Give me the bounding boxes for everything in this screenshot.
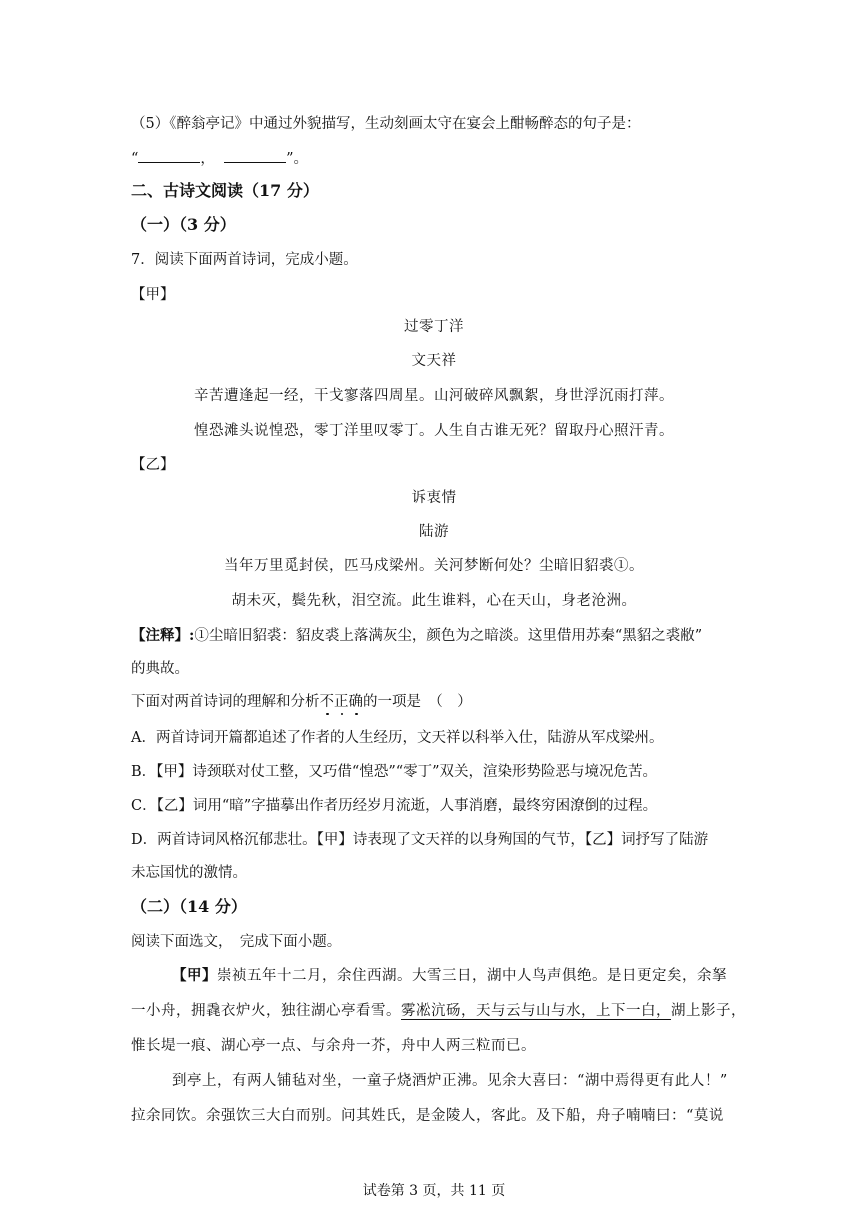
reading-p1-line-2 [131, 1001, 746, 1021]
reading-p1-text-2b: 湖上影子， [671, 1003, 746, 1019]
section-2-title: 二、古诗文阅读（17 分） [131, 181, 319, 200]
reading-p1-line-1 [172, 966, 727, 986]
part-2-title: （二）（14 分） [131, 897, 247, 916]
reading-p1-text-1: 崇祯五年十二月，余住西湖。大雪三日，湖中人鸟声俱绝。是日更定矣，余拏 [217, 968, 727, 984]
reading-p2-line-2: 拉余同饮。余强饮三大白而别。问其姓氏，是金陵人，客此。及下船，舟子喃喃曰：“莫说 [131, 1108, 724, 1124]
option-b: B．【甲】诗颈联对仗工整，又巧借“惶恐”“零丁”双关，渲染形势险恶与境况危苦。 [131, 764, 658, 780]
question-5-text: （5）《醉翁亭记》中通过外貌描写，生动刻画太守在宴会上酣畅醉态的句子是： [131, 116, 641, 132]
emphasis-char-3: 确 [348, 694, 363, 710]
poem-yi-line-2: 胡未灭，鬓先秋，泪空流。此生谁料，心在天山，身老沧洲。 [231, 593, 637, 609]
option-d-line-1: D．两首诗词风格沉郁悲壮。【甲】诗表现了文天祥的以身殉国的气节，【乙】词抒写了陆游 [131, 832, 709, 848]
note-text-1: ①尘暗旧貂裘：貂皮裘上落满灰尘，颜色为之暗淡。这里借用苏秦“黑貂之裘敝” [194, 628, 703, 644]
note-line-2: 的典故。 [131, 661, 189, 677]
poem-jia-title: 过零丁洋 [404, 319, 464, 335]
note-line-1 [131, 626, 702, 646]
poem-yi-line-1: 当年万里觅封侯，匹马戍梁州。关河梦断何处？尘暗旧貂裘①。 [224, 558, 644, 574]
question-5-answer-blanks [131, 148, 308, 169]
reading-intro: 阅读下面选文， 完成下面小题。 [131, 934, 342, 950]
poem-yi-author: 陆游 [419, 524, 449, 540]
question-stem [131, 692, 472, 712]
question-stem-prefix: 下面对两首诗词的理解和分析 [131, 694, 320, 710]
emphasis-char-1: 不 [319, 694, 334, 710]
answer-blank-2 [224, 148, 286, 163]
reading-p2-line-1: 到亭上，有两人铺毡对坐，一童子烧酒炉正沸。见余大喜曰：“湖中焉得更有此人！” [172, 1073, 728, 1089]
answer-blank-1 [138, 148, 200, 163]
underlined-sentence: 雾凇沆砀，天与云与山与水，上下一白， [401, 1003, 671, 1019]
reading-p1-line-3: 惟长堤一痕、湖心亭一点、与余舟一芥，舟中人两三粒而已。 [131, 1038, 536, 1054]
page-footer: 试卷第 3 页，共 11 页 [362, 1183, 506, 1199]
reading-label: 【甲】 [172, 967, 217, 984]
note-label: 【注释】: [131, 627, 195, 644]
option-d-line-2: 未忘国忧的激情。 [131, 865, 247, 881]
open-quote: “ [131, 151, 139, 167]
option-c: C．【乙】词用“暗”字描摹出作者历经岁月流逝，人事消磨，最终穷困潦倒的过程。 [131, 798, 658, 814]
comma: ， [200, 151, 215, 167]
poem-jia-line-1: 辛苦遭逢起一经，干戈寥落四周星。山河破碎风飘絮，身世浮沉雨打萍。 [194, 388, 674, 404]
close-quote: ”。 [286, 151, 309, 167]
part-1-title: （一）（3 分） [131, 215, 236, 234]
poem-yi-title: 诉衷情 [411, 490, 457, 506]
question-stem-suffix: 的一项是 （ ） [363, 694, 472, 710]
reading-p1-text-2a: 一小舟，拥毳衣炉火，独往湖心亭看雪。 [131, 1003, 401, 1019]
emphasis-char-2: 正 [334, 694, 349, 710]
poem-jia-line-2: 惶恐滩头说惶恐，零丁洋里叹零丁。人生自古谁无死？留取丹心照汗青。 [194, 423, 674, 439]
poem-jia-label: 【甲】 [131, 287, 175, 303]
poem-jia-author: 文天祥 [411, 353, 457, 369]
option-a: A．两首诗词开篇都追述了作者的人生经历，文天祥以科举入仕，陆游从军戍梁州。 [131, 730, 664, 746]
question-7-intro: 7．阅读下面两首诗词，完成小题。 [131, 252, 358, 268]
poem-yi-label: 【乙】 [131, 457, 175, 473]
